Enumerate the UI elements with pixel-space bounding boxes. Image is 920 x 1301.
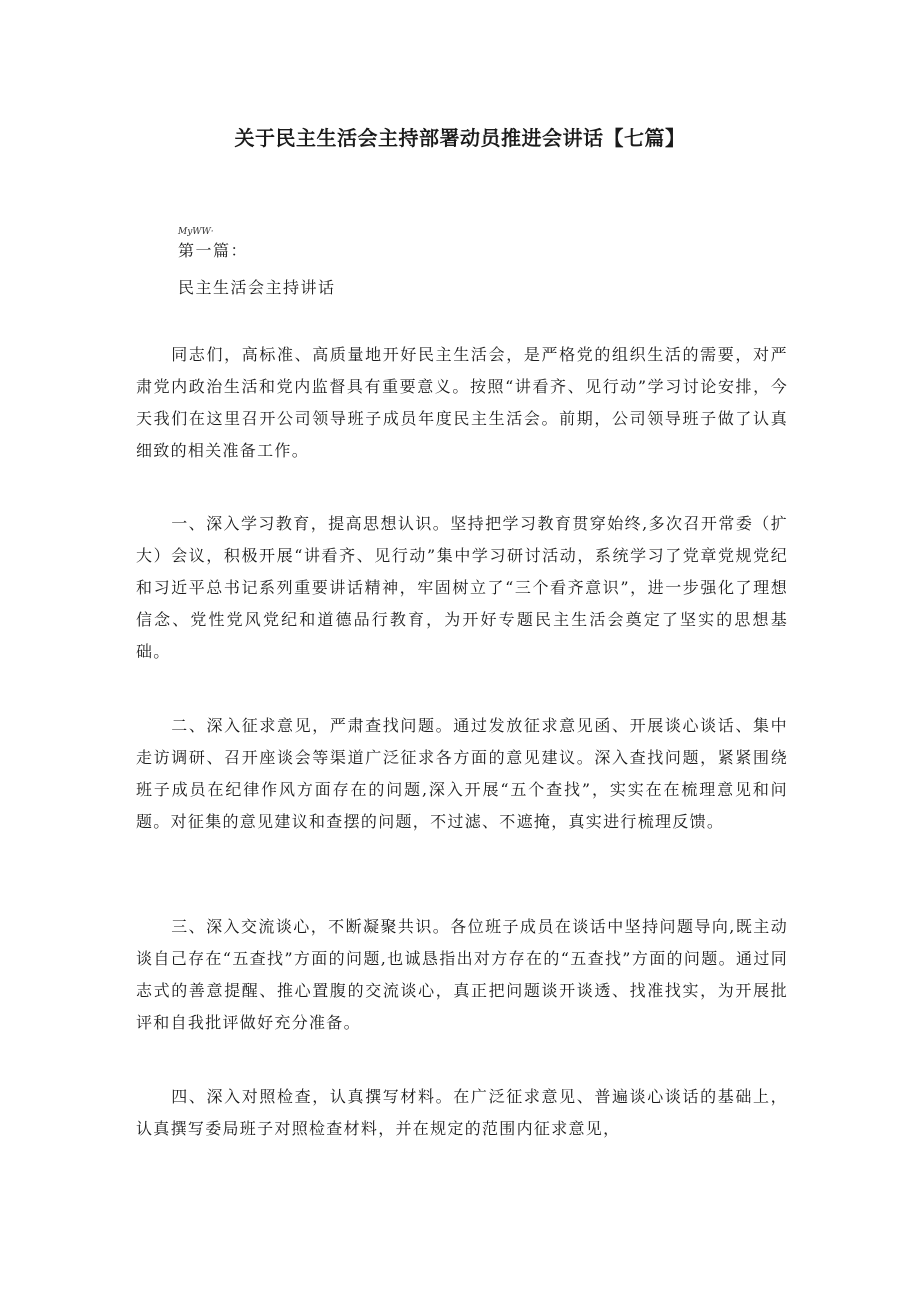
stamp-text: MyWW· bbox=[178, 227, 214, 237]
paragraph-point-1: 一、深入学习教育，提高思想认识。坚持把学习教育贯穿始终,多次召开常委（扩大）会议，积极开展“讲看齐、见行动”集中学习研讨活动，系统学习了党章党规党纪和习近平总书记系列重要讲话精神，牢固树立了“三个看齐意识”，进一步强化了理想信念、党性党风党纪和道德品行教育，为开好专题民主生活会奠定了坚实的思想基础。 bbox=[136, 514, 788, 661]
paragraph-intro: 同志们，高标准、高质量地开好民主生活会，是严格党的组织生活的需要，对严肃党内政治生活和党内监督具有重要意义。按照“讲看齐、见行动”学习讨论安排，今天我们在这里召开公司领导班子成员年度民主生活会。前期，公司领导班子做了认真细致的相关准备工作。 bbox=[136, 345, 788, 460]
paragraph-point-4: 四、深入对照检查，认真撰写材料。在广泛征求意见、普遍谈心谈话的基础上，认真撰写委局班子对照检查材料，并在规定的范围内征求意见， bbox=[136, 1087, 788, 1138]
section-label: 第一篇： bbox=[178, 241, 249, 260]
section-title: 民主生活会主持讲话 bbox=[178, 278, 336, 297]
paragraph-point-2: 二、深入征求意见，严肃查找问题。通过发放征求意见函、开展谈心谈话、集中走访调研、召开座谈会等渠道广泛征求各方面的意见建议。深入查找问题，紧紧围绕班子成员在纪律作风方面存在的问题,深入开展“五个查找”，实实在在梳理意见和问题。对征集的意见建议和查摆的问题，不过滤、不遮掩，真实进行梳理反馈。 bbox=[136, 716, 788, 831]
paragraph-point-3: 三、深入交流谈心，不断凝聚共识。各位班子成员在谈话中坚持问题导向,既主动谈自己存在“五查找”方面的问题,也诚恳指出对方存在的“五查找”方面的问题。通过同志式的善意提醒、推心置腹的交流谈心，真正把问题谈开谈透、找准找实，为开展批评和自我批评做好充分准备。 bbox=[136, 917, 788, 1032]
document-title: 关于民主生活会主持部署动员推进会讲话【七篇】 bbox=[234, 126, 686, 150]
